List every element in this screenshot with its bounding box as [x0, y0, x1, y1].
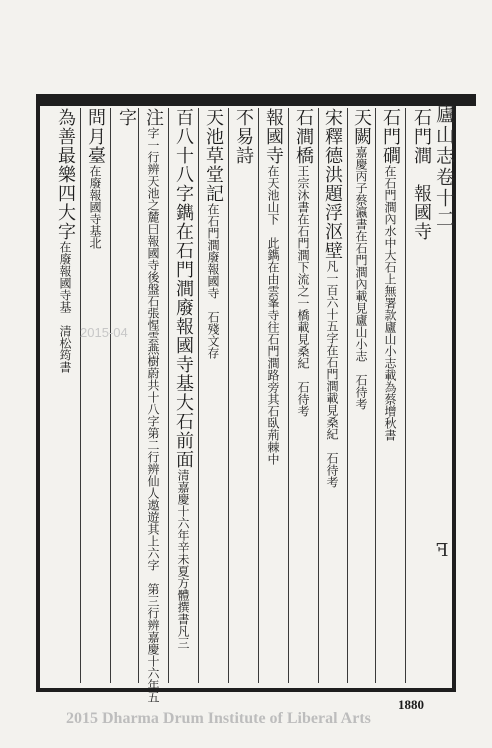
text-column-7: 不易詩	[233, 108, 254, 165]
page-number: 1880	[398, 697, 424, 712]
column-rule	[80, 108, 81, 683]
text-column-12: 問月臺在廢報國寺基北	[85, 108, 106, 249]
column-rule	[318, 108, 319, 683]
text-column-9: 百八十八字鐫在石門澗廢報國寺基大石前面清嘉慶十六年辛未夏方體撰書凡三	[173, 108, 194, 649]
page-mark-icon: ꟻ	[436, 540, 449, 561]
column-rule	[138, 108, 139, 683]
text-column-10: 注字一行辨天池之麓曰報國寺後盤石張惺雲燕樹蔚共十八字第二行辨仙人遨遊其上六字 第三行辨嘉慶十六年五	[143, 108, 164, 703]
column-rule	[168, 108, 169, 683]
text-column-6: 報國寺在天池山下 此鐫在由雲峯寺往石門澗路旁其石臥荊棘中	[263, 108, 284, 465]
column-rule	[288, 108, 289, 683]
column-rule	[258, 108, 259, 683]
column-rule	[228, 108, 229, 683]
column-rule	[347, 108, 348, 683]
side-watermark: 2015-04	[80, 325, 128, 340]
text-column-4: 宋釋德洪題浮沤壁凡一百六十五字在石門澗載見桑紀 石待考	[322, 108, 343, 488]
text-column-13: 為善最樂四大字在廢報國寺基 清松筠書	[55, 108, 76, 373]
text-column-2: 石門磵在石門澗內水中大石上無署款廬山小志載為蔡增秋書	[380, 108, 401, 441]
running-header: 廬山志卷十二	[433, 104, 455, 230]
text-column-8: 天池草堂記在石門澗廢報國寺 石殘文存	[203, 108, 224, 359]
column-rule	[405, 108, 406, 683]
text-column-5: 石澗橋王宗沐書在石門澗下流之一橋載見桑紀 石待考	[293, 108, 314, 417]
column-rule	[110, 108, 111, 683]
bottom-watermark: 2015 Dharma Drum Institute of Liberal Arts	[66, 710, 371, 727]
text-column-3: 天闕嘉慶丙子蔡瀛書在石門澗內載見廬山小志 石待考	[351, 108, 372, 410]
text-column-11: 字	[116, 108, 137, 127]
text-column-1: 石門澗 報國寺	[411, 108, 432, 241]
column-rule	[198, 108, 199, 683]
column-rule	[375, 108, 376, 683]
